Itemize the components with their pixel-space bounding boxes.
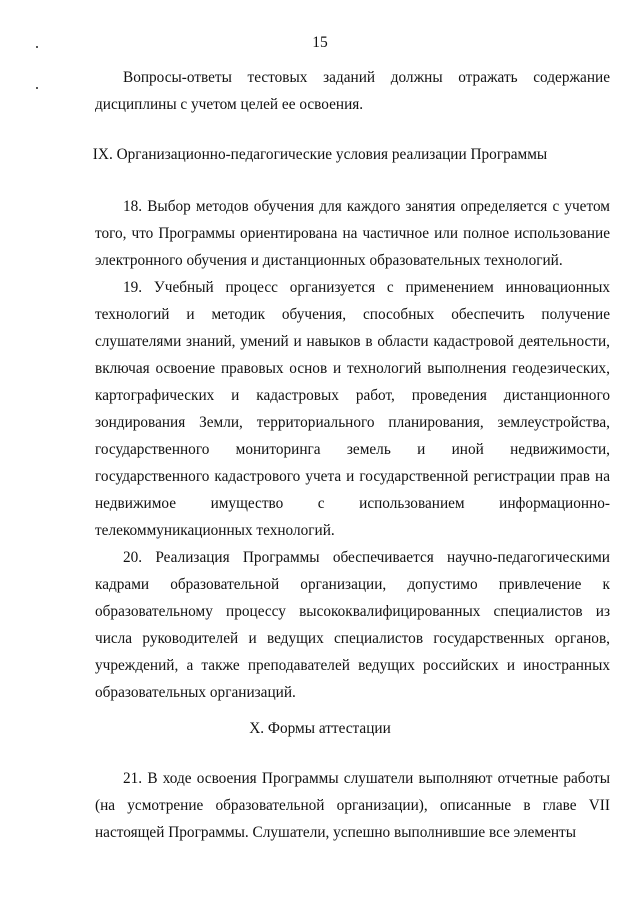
paragraph-19: 19. Учебный процесс организуется с применением инновационных технологий и методик обучения, способных обеспечить получение слушателями знаний, умений и навыков в области кадастровой деятельности, включая освоение правовых основ и технологий выполнения геодезических, картографических и кадастровых работ, проведения дистанционного зондирования Земли, территориального планирования, землеустройства, государственного мониторинга земель и иной недвижимости, государственного кадастрового учета и государственной регистрации прав на недвижимое имущество с использованием информационно-телекоммуникационных технологий. (95, 279, 610, 539)
closing-paragraph-block (95, 765, 610, 846)
section-heading-x: X. Формы аттестации (249, 720, 391, 737)
page-number: 15 (312, 34, 328, 51)
main-paragraphs-block (95, 193, 610, 706)
scan-dot-mark (36, 87, 38, 89)
section-heading-ix: IX. Организационно-педагогические условия реализации Программы (92, 146, 548, 163)
paragraph-18: 18. Выбор методов обучения для каждого занятия определяется с учетом того, что Программы ориентирована на частичное или полное использование электронного обучения и дистанционных образовательных технологий. (95, 198, 610, 269)
intro-paragraph-block (95, 64, 610, 118)
paragraph-20: 20. Реализация Программы обеспечивается научно-педагогическими кадрами образовательной организации, допустимо привлечение к образовательному процессу высококвалифицированных специалистов из числа руководителей и ведущих специалистов государственных органов, учреждений, а также преподавателей ведущих российских и иностранных образовательных организаций. (95, 549, 610, 701)
intro-paragraph: Вопросы-ответы тестовых заданий должны отражать содержание дисциплины с учетом целей ее освоения. (95, 69, 610, 113)
paragraph-21: 21. В ходе освоения Программы слушатели выполняют отчетные работы (на усмотрение образовательной организации), описанные в главе VII настоящей Программы. Слушатели, успешно выполнившие все элементы (95, 770, 610, 841)
